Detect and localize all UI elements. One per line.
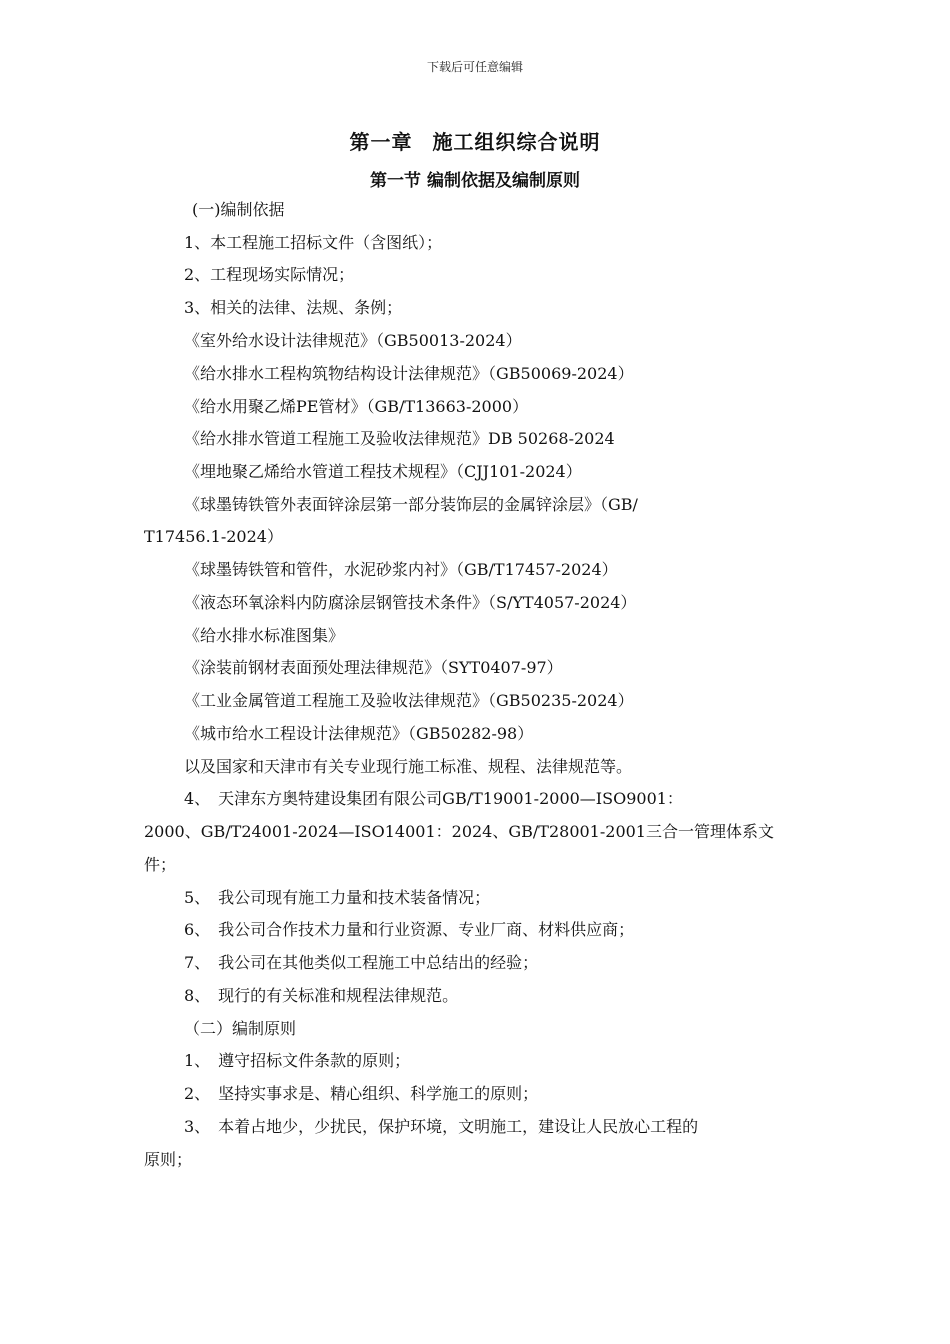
list-item-continuation: 2000、GB/T24001-2024—ISO14001：2024、GB/T28001-2001三合一管理体系文: [144, 822, 774, 841]
list-item: 2、工程现场实际情况；: [184, 265, 355, 284]
standard-item: 《球墨铸铁管和管件，水泥砂浆内衬》（GB/T17457-2024）: [184, 560, 618, 579]
list-item: 1、本工程施工招标文件（含图纸）；: [184, 233, 443, 252]
list-item: 3、相关的法律、法规、条例；: [184, 298, 403, 317]
standard-item: 《室外给水设计法律规范》（GB50013-2024）: [184, 331, 522, 350]
list-item: 5、 我公司现有施工力量和技术装备情况；: [184, 888, 491, 907]
list-item: 3、 本着占地少，少扰民，保护环境，文明施工，建设让人民放心工程的: [184, 1117, 699, 1136]
chapter-heading: [0, 126, 950, 155]
standard-item: 《给水排水工程构筑物结构设计法律规范》（GB50069-2024）: [184, 364, 634, 383]
standard-item: 《给水排水管道工程施工及验收法律规范》DB 50268-2024: [184, 429, 615, 448]
standard-item: 《埋地聚乙烯给水管道工程技术规程》（CJJ101-2024）: [184, 462, 582, 481]
list-item: 2、 坚持实事求是、精心组织、科学施工的原则；: [184, 1084, 539, 1103]
standard-item-continuation: T17456.1-2024）: [144, 527, 283, 546]
subheading-principles: （二）编制原则: [184, 1019, 297, 1038]
standard-item: 《给水用聚乙烯PE管材》（GB/T13663-2000）: [184, 397, 529, 416]
standard-item: 《球墨铸铁管外表面锌涂层第一部分装饰层的金属锌涂层》（GB/: [184, 495, 638, 514]
standard-item: 《工业金属管道工程施工及验收法律规范》（GB50235-2024）: [184, 691, 634, 710]
paragraph: 以及国家和天津市有关专业现行施工标准、规程、法律规范等。: [184, 757, 633, 776]
standard-item: 《城市给水工程设计法律规范》（GB50282-98）: [184, 724, 534, 743]
list-item: 6、 我公司合作技术力量和行业资源、专业厂商、材料供应商；: [184, 920, 635, 939]
chapter-title: 施工组织综合说明: [432, 130, 601, 154]
page-header: 下载后可任意编辑: [426, 60, 523, 74]
subheading-basis: (一)编制依据: [192, 200, 285, 219]
standard-item: 《涂装前钢材表面预处理法律规范》（SYT0407-97）: [184, 658, 563, 677]
list-item: 1、 遵守招标文件条款的原则；: [184, 1051, 411, 1070]
list-item: 7、 我公司在其他类似工程施工中总结出的经验；: [184, 953, 539, 972]
section-heading: 第一节 编制依据及编制原则: [370, 171, 580, 191]
list-item: 8、 现行的有关标准和规程法律规范。: [184, 986, 459, 1005]
standard-item: 《给水排水标准图集》: [184, 626, 345, 645]
list-item-continuation: 原则；: [144, 1150, 193, 1169]
chapter-number: 第一章: [349, 130, 413, 154]
list-item-continuation: 件；: [144, 855, 177, 874]
standard-item: 《液态环氧涂料内防腐涂层钢管技术条件》（S/YT4057-2024）: [184, 593, 637, 612]
list-item: 4、 天津东方奥特建设集团有限公司GB/T19001-2000—ISO9001：: [184, 789, 683, 808]
